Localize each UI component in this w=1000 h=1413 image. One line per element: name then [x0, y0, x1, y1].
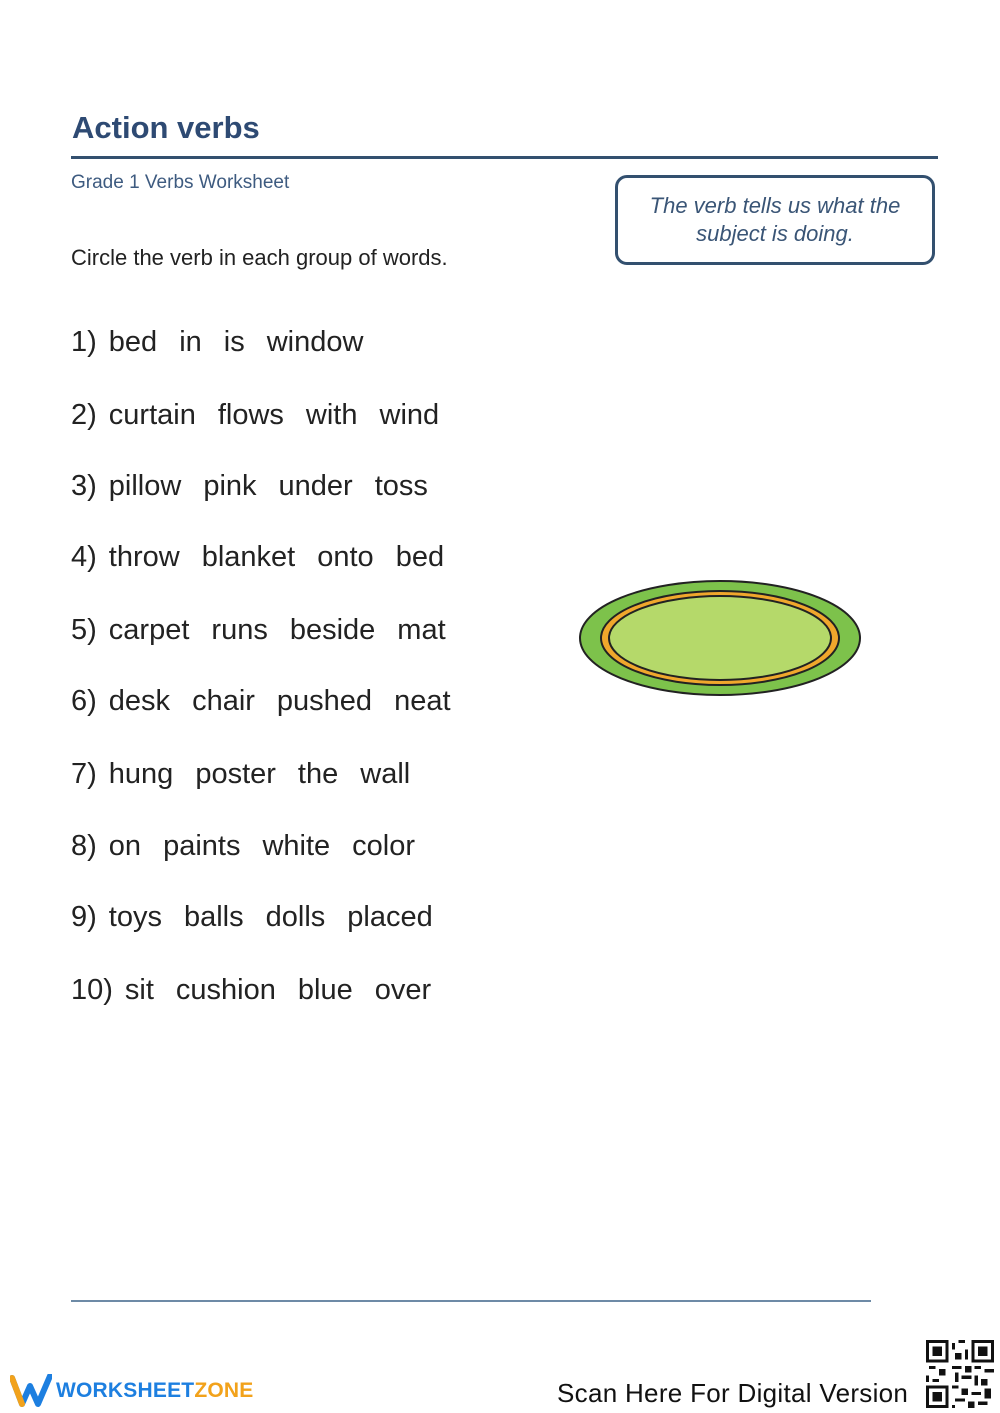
scan-caption: Scan Here For Digital Version — [557, 1378, 909, 1408]
brand-w-icon — [10, 1374, 52, 1408]
question-row — [71, 614, 468, 647]
question-number: 2) — [71, 399, 97, 431]
word-option[interactable]: wall — [360, 758, 411, 790]
word-option[interactable]: with — [305, 399, 358, 431]
brand-name — [56, 1379, 253, 1403]
word-option[interactable]: cushion — [175, 974, 276, 1006]
word-option[interactable]: placed — [347, 901, 433, 933]
word-option[interactable]: hung — [108, 758, 174, 790]
word-option[interactable]: throw — [108, 541, 180, 573]
word-option[interactable]: sit — [124, 974, 154, 1006]
word-option[interactable]: wind — [379, 399, 440, 431]
hint-box — [615, 175, 935, 265]
word-option[interactable]: neat — [394, 685, 451, 717]
question-row — [71, 541, 466, 574]
instruction-text: Circle the verb in each group of words. — [71, 245, 448, 270]
question-row — [71, 470, 450, 503]
word-option[interactable]: over — [374, 974, 432, 1006]
word-option[interactable]: balls — [183, 901, 244, 933]
word-option[interactable]: bed — [395, 541, 445, 573]
word-option[interactable]: beside — [289, 614, 376, 646]
word-option[interactable]: desk — [108, 685, 171, 717]
word-option[interactable]: curtain — [108, 399, 196, 431]
qr-code-icon[interactable] — [926, 1340, 994, 1408]
word-option[interactable]: blue — [297, 974, 353, 1006]
word-option[interactable]: toss — [374, 470, 428, 502]
question-number: 10) — [71, 974, 113, 1006]
word-option[interactable]: window — [266, 326, 364, 358]
word-option[interactable]: white — [262, 830, 331, 862]
worksheet-subtitle: Grade 1 Verbs Worksheet — [71, 172, 290, 193]
word-option[interactable]: under — [278, 470, 353, 502]
word-option[interactable]: pushed — [276, 685, 373, 717]
word-option[interactable]: poster — [195, 758, 276, 790]
word-option[interactable]: bed — [108, 326, 158, 358]
footer-divider — [71, 1296, 871, 1306]
word-option[interactable]: dolls — [265, 901, 326, 933]
question-row — [71, 974, 453, 1007]
word-option[interactable]: carpet — [108, 614, 190, 646]
question-number: 1) — [71, 326, 97, 358]
word-option[interactable]: paints — [163, 830, 241, 862]
question-number: 6) — [71, 685, 97, 717]
word-option[interactable]: runs — [211, 614, 268, 646]
question-number: 8) — [71, 830, 97, 862]
brand-name-part2: ZONE — [194, 1379, 254, 1402]
word-option[interactable]: pillow — [108, 470, 182, 502]
word-option[interactable]: chair — [192, 685, 255, 717]
word-option[interactable]: in — [179, 326, 202, 358]
question-row — [71, 830, 437, 863]
page-title: Action verbs — [72, 110, 260, 145]
question-number: 5) — [71, 614, 97, 646]
word-option[interactable]: the — [297, 758, 339, 790]
word-option[interactable]: flows — [217, 399, 284, 431]
question-row — [71, 326, 385, 359]
rug-illustration — [577, 578, 863, 698]
brand-logo — [10, 1374, 253, 1408]
word-option[interactable]: onto — [317, 541, 374, 573]
header-divider — [71, 156, 938, 159]
question-number: 7) — [71, 758, 97, 790]
word-option[interactable]: pink — [203, 470, 257, 502]
question-number: 3) — [71, 470, 97, 502]
question-row — [71, 758, 432, 791]
question-number: 9) — [71, 901, 97, 933]
question-row — [71, 901, 455, 934]
question-row — [71, 399, 461, 432]
word-option[interactable]: color — [352, 830, 416, 862]
word-option[interactable]: mat — [397, 614, 446, 646]
question-number: 4) — [71, 541, 97, 573]
brand-name-part1: WORKSHEET — [56, 1379, 195, 1402]
word-option[interactable]: on — [108, 830, 142, 862]
hint-text: The verb tells us what the subject is doing. — [649, 193, 901, 246]
question-row — [71, 685, 473, 718]
word-option[interactable]: is — [223, 326, 245, 358]
word-option[interactable]: toys — [108, 901, 162, 933]
word-option[interactable]: blanket — [201, 541, 296, 573]
rug-inner — [609, 596, 831, 680]
